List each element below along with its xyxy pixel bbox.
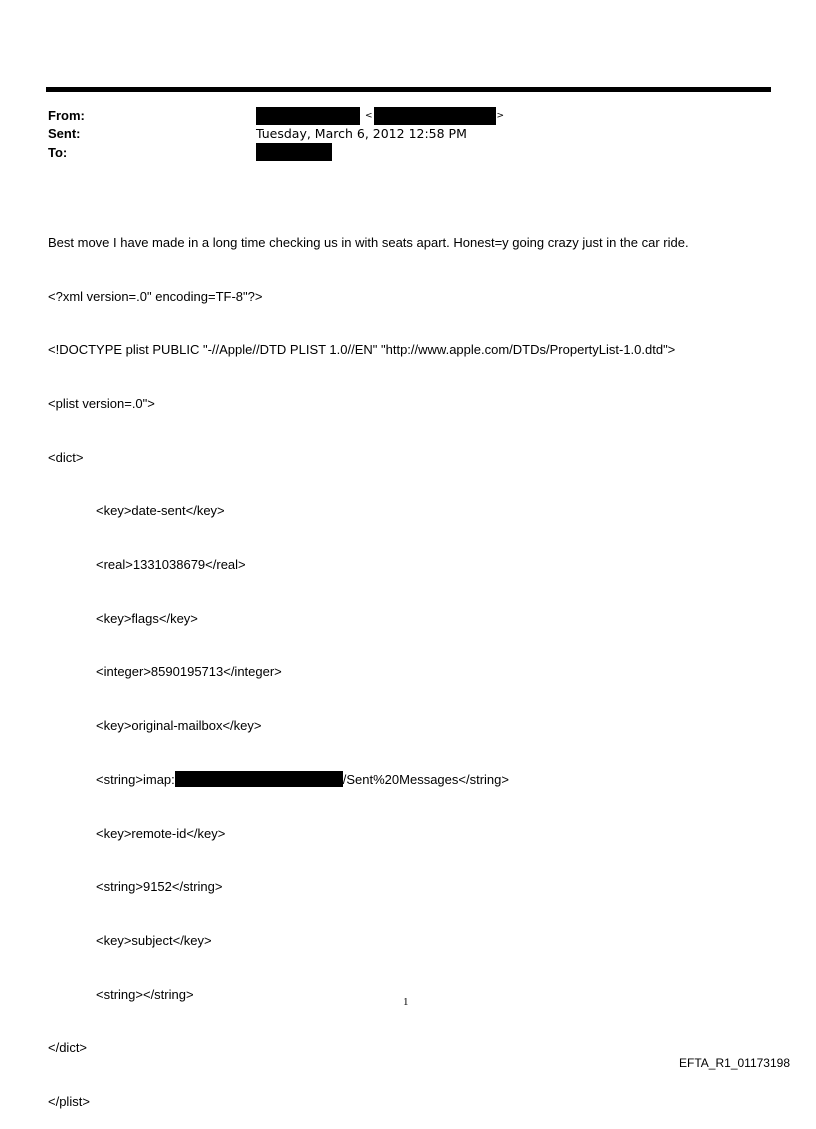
to-label: To: <box>48 145 68 160</box>
redaction-box <box>256 143 332 161</box>
plist-close: </plist> <box>48 1094 90 1110</box>
doctype-line: <!DOCTYPE plist PUBLIC "-//Apple//DTD PLIST 1.0//EN" "http://www.apple.com/DTDs/PropertyList-1.0.dtd"> <box>48 342 676 358</box>
key-original-mailbox: <key>original-mailbox</key> <box>96 718 262 734</box>
key-remote-id: <key>remote-id</key> <box>96 825 226 841</box>
from-label: From: <box>48 108 85 123</box>
document-id: EFTA_R1_01173198 <box>679 1056 790 1070</box>
string-subject: <string></string> <box>96 986 194 1002</box>
header-rule <box>46 87 771 92</box>
from-open-angle: < <box>364 111 373 121</box>
sent-value: Tuesday, March 6, 2012 12:58 PM <box>256 126 467 141</box>
key-flags: <key>flags</key> <box>96 610 198 626</box>
redaction-box <box>256 107 360 125</box>
xml-declaration: <?xml version=.0" encoding=TF-8"?> <box>48 288 263 304</box>
dict-close: </dict> <box>48 1040 88 1056</box>
message-text: Best move I have made in a long time checking us in with seats apart. Honest=y going crazy just in the car ride. <box>48 234 689 250</box>
string-remote-id: <string>9152</string> <box>96 879 223 895</box>
to-value <box>256 143 332 161</box>
page-number: 1 <box>403 996 409 1008</box>
dict-open: <dict> <box>48 449 84 465</box>
from-value <box>256 107 505 125</box>
from-close-angle: > <box>496 111 505 121</box>
message-body <box>48 198 689 1129</box>
real-value: <real>1331038679</real> <box>96 557 246 573</box>
integer-value: <integer>8590195713</integer> <box>96 664 282 680</box>
string-imap-prefix: <string>imap: <box>96 771 175 787</box>
key-subject: <key>subject</key> <box>96 932 212 948</box>
key-date-sent: <key>date-sent</key> <box>96 503 225 519</box>
redaction-box <box>374 107 496 125</box>
string-imap-suffix: /Sent%20Messages</string> <box>342 771 509 787</box>
redaction-box <box>175 771 343 787</box>
plist-open: <plist version=.0"> <box>48 395 155 411</box>
sent-label: Sent: <box>48 126 81 141</box>
string-imap-line <box>48 771 689 789</box>
